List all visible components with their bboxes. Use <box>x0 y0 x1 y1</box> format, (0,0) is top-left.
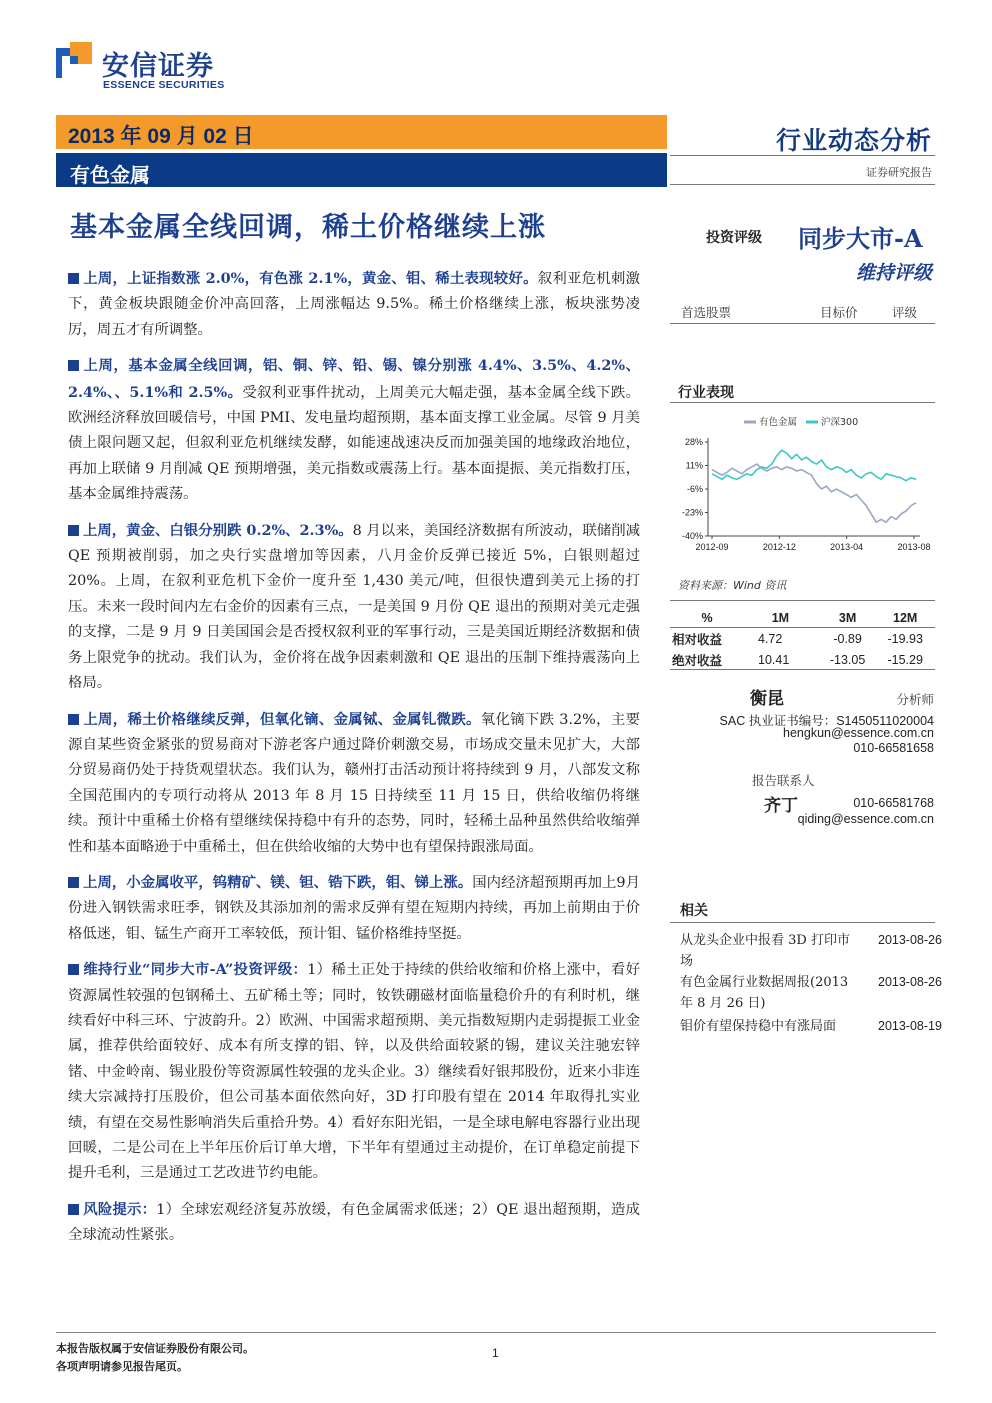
performance-table <box>672 607 934 670</box>
cell-3m: -0.89 <box>833 631 862 646</box>
table-row <box>672 649 934 670</box>
analyst-phone: 010-66581658 <box>853 741 934 755</box>
related-item-date: 2013-08-26 <box>878 933 942 947</box>
rating-label: 投资评级 <box>706 230 762 246</box>
bullet-icon <box>68 1204 79 1215</box>
divider <box>670 402 935 403</box>
related-item[interactable] <box>680 1016 942 1037</box>
paragraph-lead: 上周，基本金属全线回调，铝、铜、锌、铅、锡、镍分别涨 4.4%、3.5%、4.2%、2.4%、、5.1%和 2.5%。 <box>68 357 640 401</box>
divider <box>670 600 935 601</box>
related-item-title[interactable]: 钼价有望保持稳中有涨局面 <box>680 1019 837 1034</box>
related-title: 相关 <box>680 903 708 919</box>
related-item[interactable] <box>680 972 942 1014</box>
report-subtitle: 证券研究报告 <box>866 166 932 179</box>
table-header-row <box>672 607 934 628</box>
paragraph <box>68 266 640 343</box>
picks-col-target: 目标价 <box>820 305 858 320</box>
table-header: 3M <box>838 610 857 625</box>
paragraph <box>68 707 640 860</box>
paragraph-lead: 维持行业“同步大市-A”投资评级： <box>83 961 308 979</box>
cell-12m: -15.29 <box>887 652 923 667</box>
footer-disclaimer: 各项声明请参见报告尾页。 <box>56 1360 188 1373</box>
paragraph <box>68 957 640 1187</box>
brand-name-cn: 安信证券 <box>102 51 214 82</box>
industry-performance-chart <box>672 410 938 560</box>
page-title: 基本金属全线回调，稀土价格继续上涨 <box>70 212 546 243</box>
paragraph-body: 受叙利亚事件扰动，上周美元大幅走强，基本金属全线下跌。欧洲经济释放回暖信号，中国 PMI、发电量均超预期，基本面支撑工业金属。尽管 9 月美债上限问题又起，但叙利亚危机继续发酵，如能速战速决反而加强美国的地缘政治地位，再加上联储 9 月削减 QE 预期增强，美元指数或震荡上行。基本面提振、美元指数打压，基本金属维持震荡。 <box>68 384 640 503</box>
report-date: 2013 年 09 月 02 日 <box>68 125 254 148</box>
paragraph-body: 8 月以来，美国经济数据有所波动，联储削减 QE 预期被削弱，加之央行实盘增加等因素，八月金价反弹已接近 5%，白银则超过 20%。上周，在叙利亚危机下金价一度升至 1,430 美元/吨，但很快遭到美元上扬的打压。未来一段时间内左右金价的因素有三点，一是美国 9 月份 QE 退出的预期对美元走强的支撑，二是 9 月 9 日美国国会是否授权叙利亚的军事行动，三是美国近期经济数据和债务上限党争的扰动。我们认为，金价将在战争因素刺激和 QE 退出的压制下维持震荡向上格局。 <box>68 522 640 692</box>
table-header: 12M <box>893 610 918 625</box>
footer-copyright: 本报告版权属于安信证券股份有限公司。 <box>56 1342 254 1355</box>
brand-name-en: ESSENCE SECURITIES <box>103 79 225 91</box>
divider <box>670 323 935 324</box>
paragraph-body: 氧化镝下跌 3.2%，主要源自某些资金紧张的贸易商对下游老客户通过降价刺激交易，市场成交量未见扩大，大部分贸易商仍处于持货观望状态。我们认为，赣州打击活动预计将持续到 9 月，八部发文称全国范围内的专项行动将从 2013 年 8 月 15 日持续至 11 月 15 日，供给收缩仍将继续。预计中重稀土价格有望继续保持稳中有升的态势，同时，轻稀土品种虽然供给收缩弹性和基本面略逊于中重稀土，但在供给收缩的大势中也有望保持跟涨局面。 <box>68 711 640 855</box>
chart-y-tick-label: -6% <box>686 484 703 494</box>
report-type: 行业动态分析 <box>775 126 932 155</box>
paragraph <box>68 518 640 697</box>
contact-phone: 010-66581768 <box>853 796 934 810</box>
chart-source: 资料来源：Wind 资讯 <box>678 579 787 592</box>
divider <box>670 669 935 670</box>
chart-y-tick-label: -23% <box>681 507 703 518</box>
table-header: % <box>701 610 713 625</box>
analyst-cert: SAC 执业证书编号：S1450511020004 <box>719 714 934 728</box>
chart-x-tick-label: 2013-04 <box>830 542 864 552</box>
rating-value: 同步大市-A <box>798 224 923 253</box>
contact-label: 报告联系人 <box>752 773 815 788</box>
row-label: 绝对收益 <box>672 652 723 668</box>
divider <box>670 155 935 156</box>
related-item[interactable] <box>680 930 942 972</box>
cell-1m: 10.41 <box>758 652 790 667</box>
chart-y-tick-label: 28% <box>684 437 703 447</box>
contact-email: qiding@essence.com.cn <box>797 812 934 826</box>
brand-logo-icon <box>56 42 94 80</box>
related-item-title[interactable]: 有色金属行业数据周报(2013 年 8 月 26 日) <box>680 975 849 1011</box>
bullet-icon <box>68 525 79 536</box>
chart-x-tick-label: 2012-12 <box>762 542 796 552</box>
related-item-date: 2013-08-26 <box>878 975 942 989</box>
chart-legend-label: 沪深300 <box>821 417 859 428</box>
bullet-icon <box>68 360 79 371</box>
main-content <box>68 266 640 1259</box>
rating-status: 维持评级 <box>855 262 932 284</box>
chart-x-tick-label: 2012-09 <box>695 542 729 552</box>
performance-title: 行业表现 <box>678 385 734 401</box>
bullet-icon <box>68 964 79 975</box>
analyst-email: hengkun@essence.com.cn <box>783 726 934 740</box>
paragraph-lead: 风险提示： <box>83 1200 157 1218</box>
chart-lines <box>712 450 916 522</box>
bullet-icon <box>68 273 79 284</box>
picks-col-rating: 评级 <box>892 305 918 320</box>
paragraph-lead: 上周，小金属收平，钨精矿、镁、钽、锆下跌，钼、锑上涨。 <box>83 873 473 891</box>
bullet-icon <box>68 714 79 725</box>
chart-x-tick-label: 2013-08 <box>897 542 931 552</box>
table-header: 1M <box>771 610 790 625</box>
contact-name: 齐丁 <box>764 796 798 816</box>
chart-series-line <box>712 464 916 522</box>
paragraph-body: 叙利亚危机刺激下，黄金板块跟随金价冲高回落，上周涨幅达 9.5%。稀土价格继续上涨，板块涨势凌厉，周五才有所调整。 <box>68 271 640 338</box>
divider <box>670 922 935 923</box>
picks-col-stock: 首选股票 <box>681 305 732 320</box>
related-item-date: 2013-08-19 <box>878 1019 942 1033</box>
paragraph <box>68 870 640 947</box>
cell-12m: -19.93 <box>887 631 923 646</box>
chart-y-tick-label: 11% <box>685 460 703 471</box>
paragraph <box>68 1197 640 1249</box>
cell-3m: -13.05 <box>829 652 866 667</box>
chart-series-line <box>712 450 916 480</box>
chart-y-tick-label: -40% <box>681 531 703 541</box>
brand-logo <box>56 42 94 80</box>
paragraph-lead: 上周，上证指数涨 2.0%，有色涨 2.1%，黄金、钼、稀土表现较好。 <box>83 270 538 287</box>
page-number: 1 <box>492 1346 499 1360</box>
divider <box>670 184 935 185</box>
paragraph <box>68 353 640 507</box>
cell-1m: 4.72 <box>758 631 783 646</box>
chart-legend <box>744 416 858 428</box>
paragraph-body: 1）稀土正处于持续的供给收缩和价格上涨中，看好资源属性较强的包钢稀土、五矿稀土等；同时，钕铁硼磁材面临量稳价升的有利时机，继续看好中科三环、宁波韵升。2）欧洲、中国需求超预期、美元指数短期内走弱提振工业金属，推荐供给面较好、成本有所支撑的铝、锌，以及供给面较紧的锡，建议关注驰宏锌锗、中金岭南、锡业股份等资源属性较强的龙头企业。3）继续看好银邦股份，近来小非连续大宗减持打压股价，但公司基本面依然向好，3D 打印股有望在 2014 年取得扎实业绩，有望在交易性影响消失后重拾升势。4）看好东阳光铝，一是全球电解电容器行业出现回暖，二是公司在上半年压价后订单大增，下半年有望通过主动提价，在订单稳定前提下提升毛利，三是通过工艺改进节约电能。 <box>68 962 640 1182</box>
paragraph-body: 1）全球宏观经济复苏放缓，有色金属需求低迷；2）QE 退出超预期，造成全球流动性紧张。 <box>68 1201 640 1244</box>
paragraph-lead: 上周，黄金、白银分别跌 0.2%、2.3%。 <box>83 521 353 539</box>
analyst-role: 分析师 <box>896 692 934 707</box>
analyst-name: 衡昆 <box>750 689 784 709</box>
row-label: 相对收益 <box>672 631 723 647</box>
paragraph-lead: 上周，稀土价格继续反弹，但氧化镝、金属铽、金属钆微跌。 <box>83 710 481 728</box>
divider <box>670 627 935 628</box>
chart-axes <box>682 437 931 552</box>
footer-divider <box>56 1332 936 1333</box>
sector-label: 有色金属 <box>70 163 150 187</box>
chart-legend-label: 有色金属 <box>759 417 798 428</box>
footer-notes <box>56 1340 254 1376</box>
table-row <box>672 628 934 649</box>
related-item-title[interactable]: 从龙头企业中报看 3D 打印市场 <box>680 933 850 969</box>
paragraph-body: 国内经济超预期再加上9月份进入钢铁需求旺季，钢铁及其添加剂的需求反弹有望在短期内持续，再加上前期由于价格低迷，钼、锰生产商开工率较低，预计钼、锰价格维持坚挺。 <box>68 874 640 942</box>
bullet-icon <box>68 877 79 888</box>
